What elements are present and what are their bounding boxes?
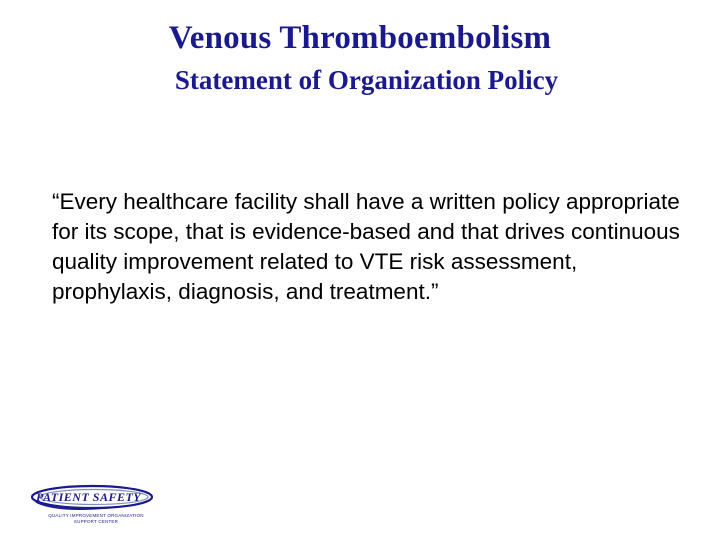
slide-title: Venous Thromboembolism — [168, 20, 552, 56]
policy-statement: “Every healthcare facility shall have a written policy appropriate for its scope, that is evidence-based and that drives continuous quality improvement related to VTE risk assessment, prophylaxis, diagnosis, and treatment.” — [52, 189, 680, 304]
logo-tagline-line2: SUPPORT CENTER — [73, 519, 119, 524]
logo-name: PATIENT SAFETY — [36, 490, 142, 504]
logo-tagline — [36, 513, 156, 525]
logo-tagline-line1: QUALITY IMPROVEMENT ORGANIZATION — [48, 513, 144, 518]
slide-subtitle: Statement of Organization Policy — [174, 65, 559, 95]
